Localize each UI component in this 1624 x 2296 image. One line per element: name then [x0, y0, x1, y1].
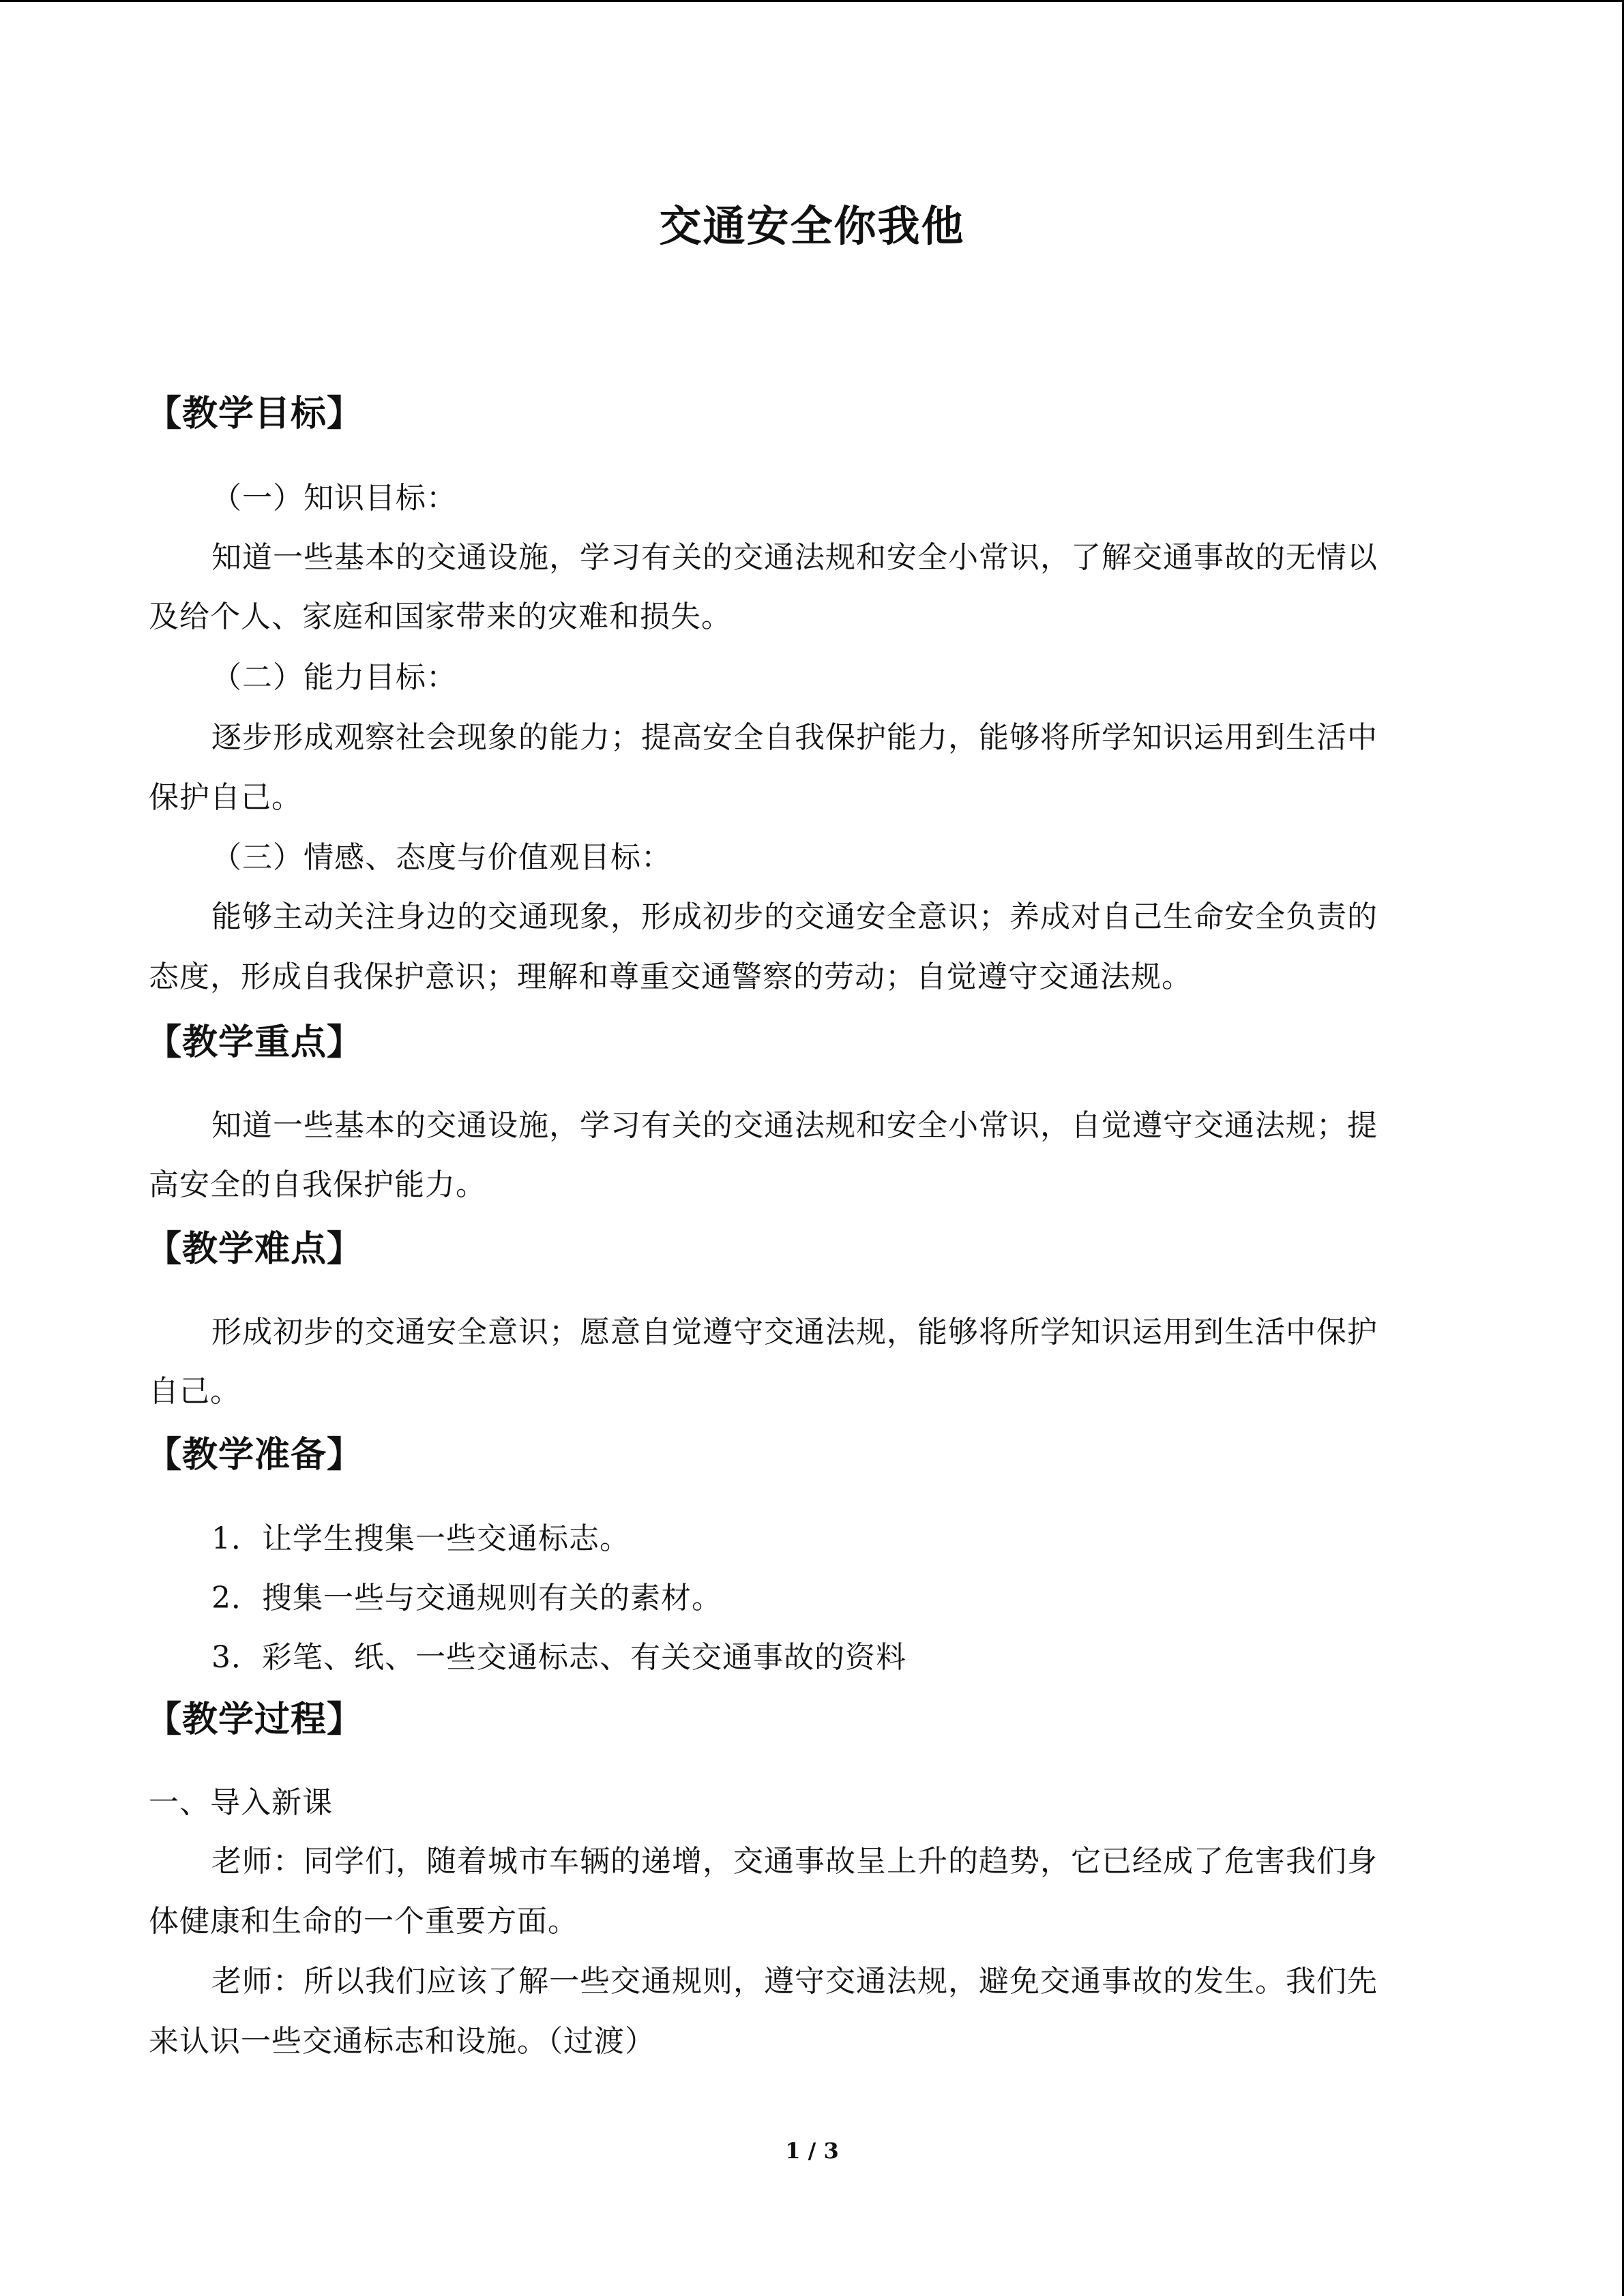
preparation-item-2: 2．搜集一些与交通规则有关的素材。 [211, 1581, 722, 1615]
process-paragraph-1-line-2: 体健康和生命的一个重要方面。 [149, 1904, 578, 1939]
heading-preparation: 【教学准备】 [146, 1435, 364, 1476]
emotion-objective-line-2: 态度，形成自我保护意识；理解和尊重交通警察的劳动；自觉遵守交通法规。 [149, 959, 1192, 994]
document-title: 交通安全你我他 [659, 201, 965, 251]
knowledge-objective-line-2: 及给个人、家庭和国家带来的灾难和损失。 [149, 599, 732, 634]
ability-objective-label: （二）能力目标： [211, 660, 457, 695]
difficulties-line-2: 自己。 [149, 1374, 241, 1409]
preparation-item-1: 1．让学生搜集一些交通标志。 [211, 1521, 630, 1556]
process-paragraph-2-line-2: 来认识一些交通标志和设施。（过渡） [149, 2024, 655, 2059]
ability-objective-line-2: 保护自己。 [149, 780, 302, 815]
page-number: 1 / 3 [785, 2138, 839, 2164]
process-paragraph-1-line-1: 老师：同学们，随着城市车辆的递增，交通事故呈上升的趋势，它已经成了危害我们身 [211, 1844, 1378, 1879]
process-step-1-label: 一、导入新课 [149, 1785, 333, 1820]
heading-difficulties: 【教学难点】 [146, 1229, 364, 1270]
heading-process: 【教学过程】 [146, 1699, 364, 1740]
process-paragraph-2-line-1: 老师：所以我们应该了解一些交通规则，遵守交通法规，避免交通事故的发生。我们先 [211, 1964, 1378, 1999]
difficulties-line-1: 形成初步的交通安全意识；愿意自觉遵守交通法规，能够将所学知识运用到生活中保护 [211, 1315, 1378, 1350]
key-points-line-1: 知道一些基本的交通设施，学习有关的交通法规和安全小常识，自觉遵守交通法规；提 [211, 1108, 1378, 1143]
knowledge-objective-label: （一）知识目标： [211, 481, 457, 516]
knowledge-objective-line-1: 知道一些基本的交通设施，学习有关的交通法规和安全小常识，了解交通事故的无情以 [211, 540, 1378, 575]
heading-key-points: 【教学重点】 [146, 1022, 364, 1063]
emotion-objective-label: （三）情感、态度与价值观目标： [211, 840, 672, 875]
key-points-line-2: 高安全的自我保护能力。 [149, 1167, 486, 1202]
preparation-item-3: 3．彩笔、纸、一些交通标志、有关交通事故的资料 [211, 1640, 906, 1675]
ability-objective-line-1: 逐步形成观察社会现象的能力；提高安全自我保护能力，能够将所学知识运用到生活中 [211, 720, 1378, 755]
heading-objectives: 【教学目标】 [146, 393, 364, 434]
emotion-objective-line-1: 能够主动关注身边的交通现象，形成初步的交通安全意识；养成对自己生命安全负责的 [211, 899, 1378, 934]
